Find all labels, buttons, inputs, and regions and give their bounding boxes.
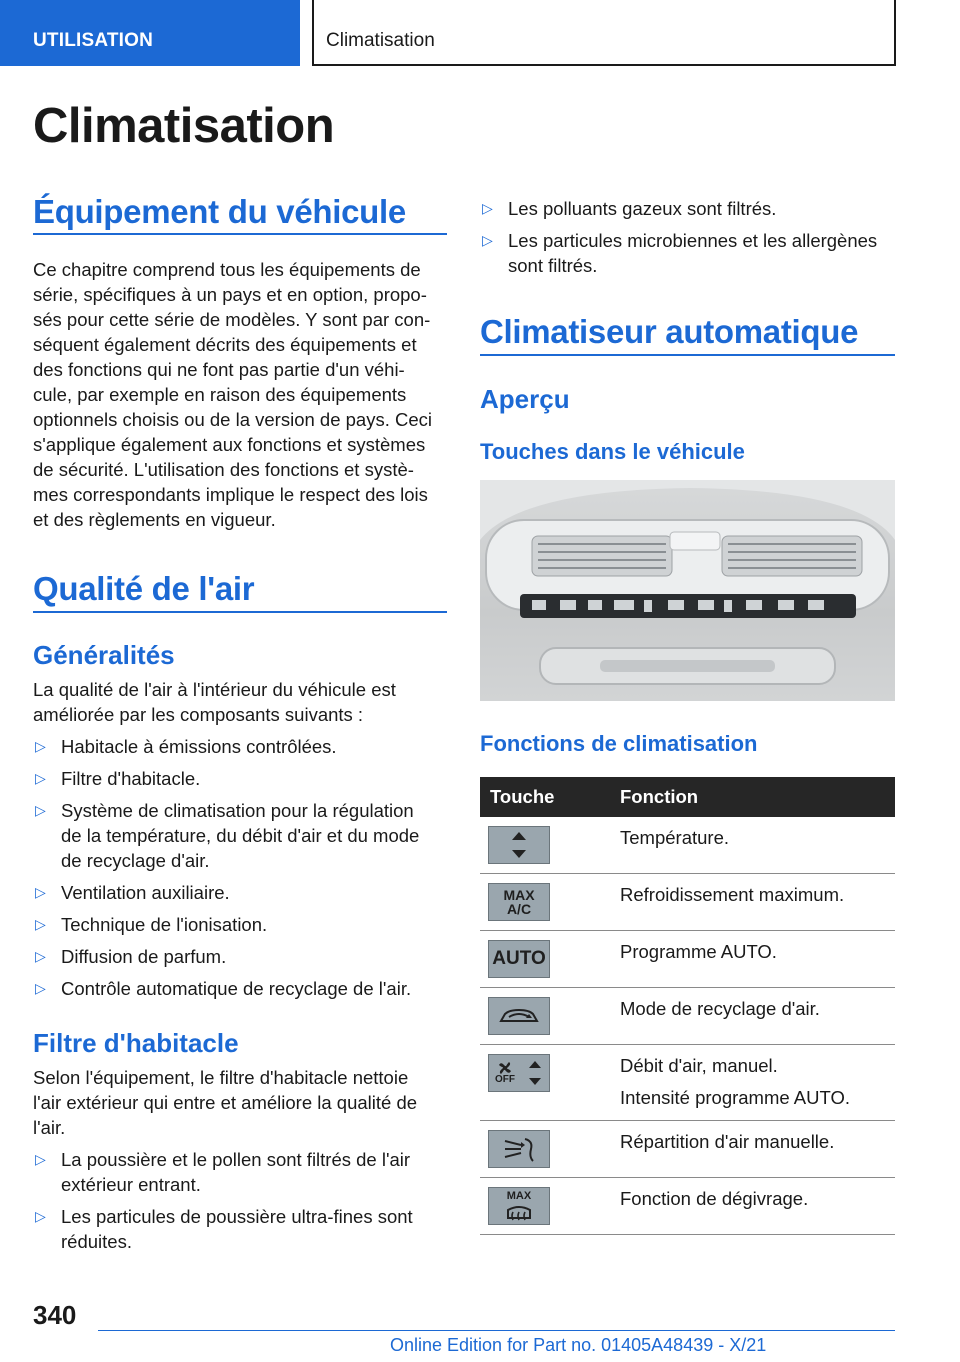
- function-text: Mode de recyclage d'air.: [620, 998, 820, 1019]
- heading-filtre: Filtre d'habitacle: [33, 1028, 239, 1058]
- heading-fonctions: Fonctions de climatisation: [480, 731, 758, 756]
- text-line: sés pour cette série de modèles. Y sont par con-: [33, 309, 431, 330]
- function-text: Débit d'air, manuel.: [620, 1055, 778, 1076]
- list-item: ▷ Contrôle automatique de recyclage de l'air.: [35, 978, 412, 999]
- list-item: ▷ Les particules de poussière ultra-fines sont réduites.: [35, 1206, 413, 1252]
- list-filtre-continued: [480, 196, 900, 285]
- list-item: ▷ Système de climatisation pour la régulation de la température, du débit d'air et du mode de recyclage d'air.: [35, 800, 420, 871]
- column-header-function: Fonction: [610, 777, 895, 817]
- table-row: [480, 931, 895, 988]
- temperature-arrows-icon: [488, 826, 550, 864]
- heading-rule: [33, 611, 447, 613]
- heading-rule: [33, 233, 447, 235]
- list-item: ▷ Filtre d'habitacle.: [35, 768, 201, 789]
- text-line: Selon l'équipement, le filtre d'habitacle nettoie: [33, 1067, 409, 1088]
- function-text: Refroidissement maximum.: [620, 884, 845, 905]
- text-line: séquent également décrits des équipements et: [33, 334, 417, 355]
- table-row: [480, 1121, 895, 1178]
- text-line: améliorée par les composants suivants :: [33, 704, 364, 725]
- text-line: mes correspondants implique le respect des lois: [33, 484, 428, 505]
- text-line: l'air.: [33, 1117, 66, 1138]
- heading-qualite: Qualité de l'air: [33, 570, 255, 607]
- triangle-bullet-icon: ▷: [35, 916, 46, 932]
- triangle-bullet-icon: ▷: [482, 232, 493, 248]
- text-line: série, spécifiques à un pays et en option, propo-: [33, 284, 427, 305]
- function-text: Intensité programme AUTO.: [620, 1087, 850, 1108]
- text-line: optionnels choisis ou de la version de pays. Ceci: [33, 409, 433, 430]
- list-item: ▷ La poussière et le pollen sont filtrés de l'air extérieur entrant.: [35, 1149, 411, 1195]
- climate-panel-photo: [480, 480, 895, 701]
- text-line: des fonctions qui ne font pas partie d'un véhi-: [33, 359, 405, 380]
- functions-table: [480, 777, 895, 1235]
- heading-equipement: Équipement du véhicule: [33, 193, 406, 230]
- header-chapter-label: Climatisation: [326, 30, 435, 51]
- list-item: ▷ Diffusion de parfum.: [35, 946, 227, 967]
- list-item: ▷ Les particules microbiennes et les allergènes sont filtrés.: [482, 230, 878, 276]
- fan-airflow-icon: OFF: [488, 1054, 550, 1092]
- recirculation-car-icon: [488, 997, 550, 1035]
- list-item: ▷ Les polluants gazeux sont filtrés.: [482, 198, 777, 219]
- function-text: Répartition d'air manuelle.: [620, 1131, 835, 1152]
- triangle-bullet-icon: ▷: [35, 802, 46, 818]
- list-item: ▷ Habitacle à émissions contrôlées.: [35, 736, 337, 757]
- footer-rule: [98, 1330, 895, 1331]
- text-line: l'air extérieur qui entre et améliore la qualité de: [33, 1092, 418, 1113]
- heading-apercu: Aperçu: [480, 384, 570, 414]
- triangle-bullet-icon: ▷: [35, 980, 46, 996]
- list-item: ▷ Ventilation auxiliaire.: [35, 882, 230, 903]
- triangle-bullet-icon: ▷: [482, 200, 493, 216]
- heading-climatiseur: Climatiseur automatique: [480, 313, 859, 350]
- list-filtre: [33, 1147, 453, 1261]
- footer-edition: Online Edition for Part no. 01405A48439 - X/21: [390, 1335, 767, 1355]
- table-header-row: [480, 777, 895, 817]
- triangle-bullet-icon: ▷: [35, 770, 46, 786]
- triangle-bullet-icon: ▷: [35, 738, 46, 754]
- list-generalites: [33, 734, 453, 1008]
- max-ac-icon: MAX A/C: [488, 883, 550, 921]
- table-row: [480, 817, 895, 874]
- header-section-tab: [0, 0, 300, 66]
- table-row: [480, 874, 895, 931]
- page-number: 340: [33, 1300, 77, 1330]
- text-line: de sécurité. L'utilisation des fonctions et systè-: [33, 459, 414, 480]
- triangle-bullet-icon: ▷: [35, 1208, 46, 1224]
- function-text: Température.: [620, 827, 729, 848]
- text-line: cule, par exemple en raison des équipements: [33, 384, 407, 405]
- text-line: et des règlements en vigueur.: [33, 509, 276, 530]
- max-defrost-icon: MAX: [488, 1187, 550, 1225]
- header-chapter-box: [312, 0, 896, 66]
- triangle-bullet-icon: ▷: [35, 948, 46, 964]
- heading-rule: [480, 354, 895, 356]
- column-header-key: Touche: [480, 777, 610, 817]
- heading-generalites: Généralités: [33, 640, 175, 670]
- table-row: [480, 988, 895, 1045]
- text-line: Ce chapitre comprend tous les équipements de: [33, 259, 421, 280]
- paragraph-filtre: [33, 1065, 453, 1140]
- function-text: Programme AUTO.: [620, 941, 777, 962]
- function-text: Fonction de dégivrage.: [620, 1188, 809, 1209]
- triangle-bullet-icon: ▷: [35, 884, 46, 900]
- header-section-label: UTILISATION: [33, 30, 154, 51]
- list-item: ▷ Technique de l'ionisation.: [35, 914, 268, 935]
- text-line: s'applique également aux fonctions et systèmes: [33, 434, 426, 455]
- heading-touches: Touches dans le véhicule: [480, 439, 745, 464]
- paragraph-generalites: [33, 677, 453, 727]
- page-title: Climatisation: [33, 99, 335, 153]
- table-row: [480, 1045, 895, 1121]
- paragraph-equipement: [33, 257, 453, 532]
- auto-icon: AUTO: [488, 940, 550, 978]
- air-distribution-icon: [488, 1130, 550, 1168]
- table-row: [480, 1178, 895, 1235]
- text-line: La qualité de l'air à l'intérieur du véhicule est: [33, 679, 396, 700]
- triangle-bullet-icon: ▷: [35, 1151, 46, 1167]
